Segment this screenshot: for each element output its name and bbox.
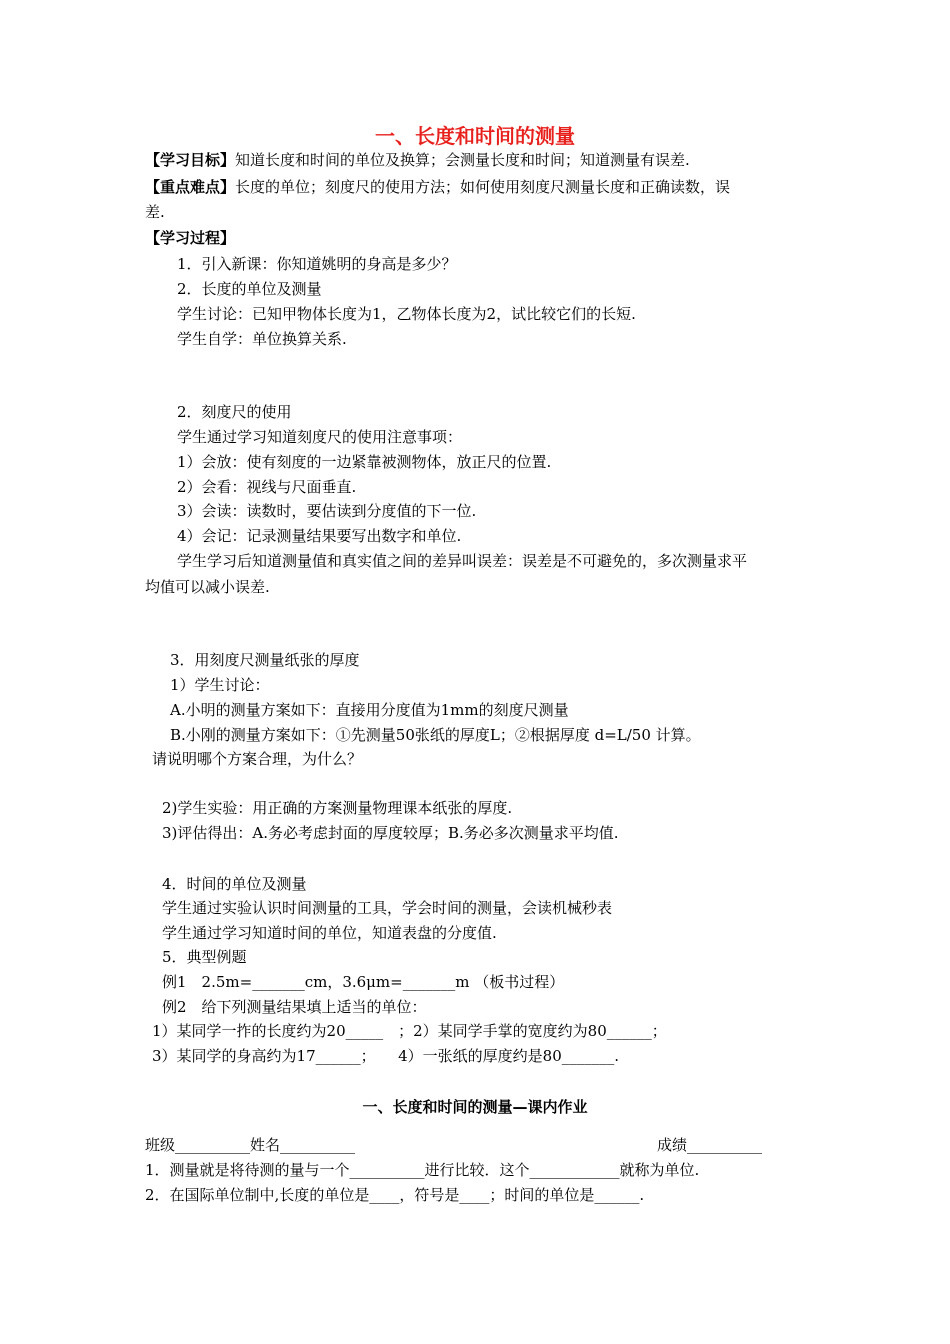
example-1: 例1 2.5m=_______cm，3.6μm=_______m （板书过程） [162,973,565,991]
text-line: B.小刚的测量方案如下：①先测量50张纸的厚度L；②根据厚度 d=L/50 计算。 [170,726,701,744]
class-name-fields: 班级__________姓名__________ [145,1136,356,1154]
text-line: 2．刻度尺的使用 [177,403,292,421]
text-line: A.小明的测量方案如下：直接用分度值为1mm的刻度尺测量 [170,701,569,719]
text-line: 3）会读：读数时，要估读到分度值的下一位. [177,502,477,520]
text-line: 学生讨论：已知甲物体长度为1，乙物体长度为2，试比较它们的长短. [177,305,636,323]
text-line: 3)评估得出：A.务必考虑封面的厚度较厚；B.务必多次测量求平均值. [162,824,619,842]
text-line: 学生通过学习知道时间的单位，知道表盘的分度值. [162,924,497,942]
homework-question-2: 2．在国际单位制中,长度的单位是____，符号是____；时间的单位是______. [145,1186,645,1204]
learning-goals-label: 【学习目标】 [145,151,236,169]
text-line: 3．用刻度尺测量纸张的厚度 [170,651,360,669]
text-line: 1）会放：使有刻度的一边紧靠被测物体，放正尺的位置. [177,453,552,471]
text-line: 2)学生实验：用正确的方案测量物理课本纸张的厚度. [162,799,513,817]
learning-goals [145,150,690,170]
text-line: 1）学生讨论： [170,676,270,694]
text-line: 学生通过学习知道刻度尺的使用注意事项： [177,428,463,446]
text-line: 学生通过实验认识时间测量的工具，学会时间的测量，会读机械秒表 [162,899,613,917]
key-points-label: 【重点难点】 [145,178,236,196]
text-line: 1．引入新课：你知道姚明的身高是多少？ [177,255,457,273]
text-line: 学生学习后知道测量值和真实值之间的差异叫误差：误差是不可避免的，多次测量求平 [177,552,748,570]
example-2: 例2 给下列测量结果填上适当的单位： [162,998,427,1016]
text-line: 请说明哪个方案合理，为什么？ [152,750,363,768]
key-points-text: 长度的单位；刻度尺的使用方法；如何使用刻度尺测量长度和正确读数，误 [235,178,731,196]
example-2-items-b: 3）某同学的身高约为17______； 4）一张纸的厚度约是80_______. [152,1047,620,1065]
learning-goals-text: 知道长度和时间的单位及换算；会测量长度和时间；知道测量有误差. [235,151,690,169]
homework-title: 一、长度和时间的测量—课内作业 [362,1098,588,1116]
page-title: 一、长度和时间的测量 [375,124,575,148]
key-points [145,177,730,197]
text-line: 均值可以减小误差. [145,578,270,596]
score-field: 成绩__________ [657,1136,763,1154]
homework-question-1: 1．测量就是将待测的量与一个__________进行比较．这个____________就称为单位. [145,1161,700,1179]
text-line: 5．典型例题 [162,948,247,966]
text-line: 2．长度的单位及测量 [177,280,322,298]
text-line: 学生自学：单位换算关系. [177,330,347,348]
text-line: 2）会看：视线与尺面垂直. [177,478,357,496]
key-points-continued: 差. [145,203,165,221]
example-2-items-a: 1）某同学一拃的长度约为20_____ ；2）某同学手掌的宽度约为80______； [152,1022,667,1040]
learning-process-label: 【学习过程】 [145,229,236,247]
text-line: 4）会记：记录测量结果要写出数字和单位. [177,527,462,545]
text-line: 4．时间的单位及测量 [162,875,307,893]
